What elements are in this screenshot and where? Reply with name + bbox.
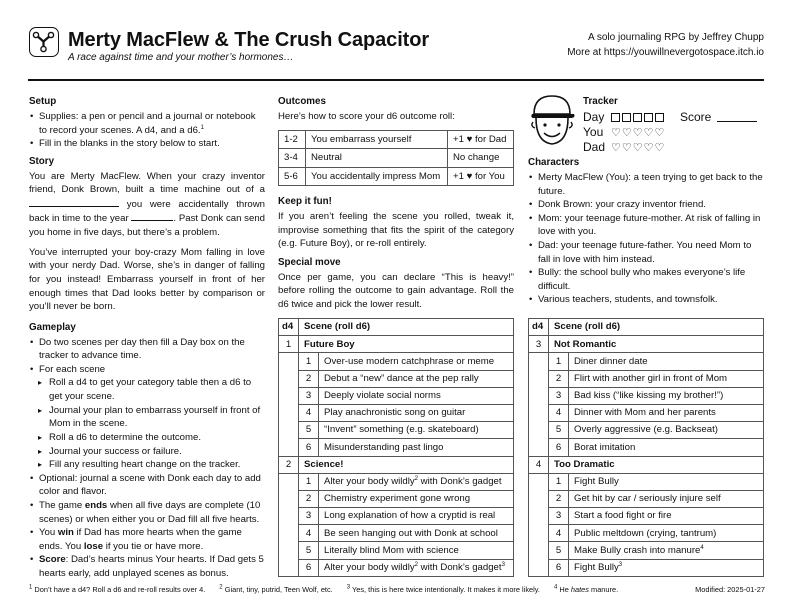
gameplay-subitem: ▸ Fill any resulting heart change on the tracker.: [29, 458, 265, 472]
scene-number: 2: [549, 490, 569, 507]
scene-desc: Public meltdown (crying, tantrum): [569, 525, 764, 542]
category-number: 2: [279, 456, 299, 473]
character-item: • Mom: your teenage future-mother. At risk of falling in love with you.: [528, 212, 764, 239]
outcomes-table: [278, 130, 514, 187]
heart-icon[interactable]: ♡: [611, 126, 621, 139]
heart-icon[interactable]: ♡: [643, 126, 654, 139]
scene-number: 5: [299, 422, 319, 439]
outcome-effect: +1 ♥ for Dad: [448, 130, 514, 149]
heart-icon[interactable]: ♡: [643, 141, 654, 154]
page-title: Merty MacFlew & The Crush Capacitor: [68, 29, 430, 51]
category-row: [529, 456, 764, 473]
dad-hearts: [611, 139, 665, 157]
d4-header: d4: [279, 319, 299, 336]
character-item: • Merty MacFlew (You): a teen trying to get back to the future.: [528, 171, 764, 198]
table-row: [279, 130, 514, 149]
outcome-roll: 5-6: [279, 167, 306, 186]
story-blank-object[interactable]: [29, 197, 119, 207]
table-row: [529, 473, 764, 490]
table-row: [279, 473, 514, 490]
gameplay-heading: Gameplay: [29, 321, 76, 333]
header-credits: [567, 30, 764, 60]
d4-header: d4: [529, 319, 549, 336]
heart-icon[interactable]: ♡: [611, 141, 621, 154]
table-row: [279, 559, 514, 576]
character-item: • Various teachers, students, and townsfolk.: [528, 293, 764, 307]
table-row: [279, 490, 514, 507]
scene-desc: Get hit by car / seriously injure self: [569, 490, 764, 507]
story-blank-year[interactable]: [131, 211, 173, 221]
scene-number: 6: [549, 559, 569, 576]
scene-desc: Diner dinner date: [569, 353, 764, 370]
scene-number: 3: [549, 508, 569, 525]
table-row: [279, 370, 514, 387]
table-row: [529, 490, 764, 507]
day-boxes: [611, 113, 666, 122]
setup-item: • Fill in the blanks in the story below to start.: [29, 137, 265, 151]
table-row: [529, 422, 764, 439]
outcome-effect: +1 ♥ for You: [448, 167, 514, 186]
special-text: Once per game, you can declare “This is heavy!” before rolling the outcome to gain advantage. Roll the d6 twice and pick the lower result.: [278, 271, 514, 310]
outcome-roll: 1-2: [279, 130, 306, 149]
day-box[interactable]: [655, 113, 664, 122]
table-row: [529, 370, 764, 387]
character-item: • Bully: the school bully who makes everyone’s life difficult.: [528, 266, 764, 293]
scene-desc: Overly aggressive (e.g. Backseat): [569, 422, 764, 439]
category-number: 4: [529, 456, 549, 473]
scene-number: 5: [549, 542, 569, 559]
scene-desc: Make Bully crash into manure$^4$: [569, 542, 764, 559]
header-divider: [28, 79, 764, 81]
scene-desc: Fight Bully$^3$: [569, 559, 764, 576]
gameplay-subitem: ▸ Roll a d4 to get your category table then a d6 to get your scene.: [29, 376, 265, 403]
scene-table: [278, 318, 514, 577]
scene-number: 3: [549, 387, 569, 404]
table-row: [529, 508, 764, 525]
gameplay-item: • Optional: journal a scene with Donk each day to add color and flavor.: [29, 472, 265, 499]
table-row: [529, 439, 764, 456]
scene-number: 4: [549, 404, 569, 421]
scene-number: 3: [299, 508, 319, 525]
heart-icon[interactable]: ♡: [654, 126, 665, 139]
heart-icon[interactable]: ♡: [654, 141, 665, 154]
scene-desc: Bad kiss (“like kissing my brother!”): [569, 387, 764, 404]
scene-table: [528, 318, 764, 577]
scene-number: 1: [299, 353, 319, 370]
gameplay-item: • Do two scenes per day then fill a Day box on the tracker to advance time.: [29, 336, 265, 363]
category-number: 3: [529, 336, 549, 353]
gameplay-item: • For each scene: [29, 363, 265, 377]
outcome-effect: No change: [448, 149, 514, 168]
outcomes-heading: Outcomes: [278, 96, 326, 107]
day-box[interactable]: [633, 113, 642, 122]
table-row: [529, 542, 764, 559]
footnote: $^2$ Giant, tiny, putrid, Teen Wolf, etc.: [219, 584, 333, 594]
category-row: [279, 456, 514, 473]
scene-desc: “Invent” something (e.g. skateboard): [319, 422, 514, 439]
gameplay-item: • You win if Dad has more hearts when the game ends. You lose if you tie or have more.: [29, 526, 265, 553]
keepfun-heading: Keep it fun!: [278, 196, 332, 208]
scene-desc: Misunderstanding past lingo: [319, 439, 514, 456]
scene-header: Scene (roll d6): [299, 319, 514, 336]
scene-header: Scene (roll d6): [549, 319, 764, 336]
category-name: Science!: [299, 456, 514, 473]
footnote: $^3$ Yes, this is here twice intentionally. It makes it more likely.: [346, 584, 540, 594]
website-line: More at https://youwillnevergotospace.itch.io: [567, 47, 764, 58]
scene-number: 2: [549, 370, 569, 387]
scene-table-right: [528, 318, 764, 577]
heart-icon[interactable]: ♡: [632, 126, 643, 139]
table-row: [279, 149, 514, 168]
table-row: [279, 387, 514, 404]
scene-number: 4: [299, 525, 319, 542]
table-row: [529, 559, 764, 576]
character-portrait-icon: [528, 92, 576, 150]
scene-desc: Alter your body wildly$^2$ with Donk’s gadget$^3$: [319, 559, 514, 576]
table-row: [279, 525, 514, 542]
outcome-roll: 3-4: [279, 149, 306, 168]
scene-number: 4: [299, 404, 319, 421]
gameplay-item: • The game ends when all five days are complete (10 scenes) or when either you or Dad fill all five hearts.: [29, 499, 265, 526]
tracker-dad-label: Dad: [583, 139, 606, 154]
gameplay-subitem: ▸ Journal your plan to embarrass yourself in front of Mom in the scene.: [29, 404, 265, 431]
characters: [528, 156, 764, 307]
tracker: [583, 95, 765, 155]
scene-desc: Debut a “new” dance at the pep rally: [319, 370, 514, 387]
scene-desc: Dinner with Mom and her parents: [569, 404, 764, 421]
outcome-desc: Neutral: [306, 149, 448, 168]
scene-number: 2: [299, 490, 319, 507]
tracker-day-label: Day: [583, 109, 605, 124]
scene-number: 6: [299, 439, 319, 456]
day-box[interactable]: [644, 113, 653, 122]
scene-table-left: [278, 318, 514, 577]
scene-desc: Deeply violate social norms: [319, 387, 514, 404]
category-row: [279, 336, 514, 353]
scene-desc: Borat imitation: [569, 439, 764, 456]
gameplay-subitem: ▸ Journal your success or failure.: [29, 445, 265, 459]
table-row: [279, 439, 514, 456]
footnote: $^4$ He hates manure.: [553, 584, 619, 594]
heart-icon[interactable]: ♡: [621, 141, 632, 154]
scene-number: 6: [549, 439, 569, 456]
setup-item: • Supplies: a pen or pencil and a journal or notebook to record your scenes. A d4, and a d6.$^1$: [29, 110, 265, 137]
scene-desc: Long explanation of how a cryptid is real: [319, 508, 514, 525]
scene-desc: Play anachronistic song on guitar: [319, 404, 514, 421]
table-row: [529, 387, 764, 404]
outcome-desc: You accidentally impress Mom: [306, 167, 448, 186]
footnotes: [29, 585, 765, 596]
logo-icon: [29, 27, 59, 57]
category-name: Too Dramatic: [549, 456, 764, 473]
footnote: $^1$ Don’t have a d4? Roll a d6 and re-roll results over 4.: [29, 584, 206, 594]
score-blank[interactable]: [717, 112, 757, 122]
keepfun-text: If you aren’t feeling the scene you rolled, tweak it, improvise something that fits the spirit of the category (e.g. Future Boy), or re-roll entirely.: [278, 210, 514, 250]
category-row: [529, 336, 764, 353]
outcomes-intro: Here’s how to score your d6 outcome roll:: [278, 110, 455, 122]
scene-number: 2: [299, 370, 319, 387]
character-item: • Dad: your teenage future-father. You need Mom to fall in love with him instead.: [528, 239, 764, 266]
tracker-score-label: Score: [680, 109, 712, 124]
scene-desc: Literally blind Mom with science: [319, 542, 514, 559]
page-subtitle: A race against time and your mother’s hormones…: [68, 52, 294, 63]
category-name: Not Romantic: [549, 336, 764, 353]
heart-icon[interactable]: ♡: [621, 126, 632, 139]
scene-desc: Chemistry experiment gone wrong: [319, 490, 514, 507]
scene-number: 1: [299, 473, 319, 490]
middle-column: [278, 95, 514, 311]
table-row: [529, 404, 764, 421]
author-line: A solo journaling RPG by Jeffrey Chupp: [587, 32, 764, 43]
characters-heading: Characters: [528, 157, 580, 168]
day-box[interactable]: [611, 113, 620, 122]
gameplay-item: • Score: Dad’s hearts minus Your hearts. If Dad gets 5 hearts early, add unplayed scenes as bonus.: [29, 553, 265, 580]
scene-desc: Flirt with another girl in front of Mom: [569, 370, 764, 387]
table-row: [279, 542, 514, 559]
scene-number: 5: [299, 542, 319, 559]
table-header: [279, 319, 514, 336]
table-row: [279, 353, 514, 370]
character-item: • Donk Brown: your crazy inventor friend.: [528, 198, 764, 212]
tracker-you-label: You: [583, 124, 604, 139]
day-box[interactable]: [622, 113, 631, 122]
gameplay-subitem: ▸ Roll a d6 to determine the outcome.: [29, 431, 265, 445]
scene-number: 4: [549, 525, 569, 542]
table-row: [279, 422, 514, 439]
table-row: [279, 167, 514, 186]
scene-number: 3: [299, 387, 319, 404]
category-name: Future Boy: [299, 336, 514, 353]
category-number: 1: [279, 336, 299, 353]
table-row: [279, 508, 514, 525]
table-row: [529, 525, 764, 542]
scene-number: 6: [299, 559, 319, 576]
story-paragraph: You’ve interrupted your boy-crazy Mom falling in love with your nerdy Dad. Worse, she’s in danger of falling for you instead! Embarrass yourself in front of her enough times that Dad looks better by comparison or you’ll never be born.: [29, 246, 265, 313]
tracker-dad-row: [583, 140, 765, 155]
heart-icon[interactable]: ♡: [632, 141, 643, 154]
table-row: [279, 404, 514, 421]
scene-number: 1: [549, 353, 569, 370]
story-paragraph: You are Merty MacFlew. When your crazy inventor friend, Donk Brown, built a time machine out of a you were accidentally thrown back in time to the year . Past Donk can send you home in five days, but there’s a problem.: [29, 170, 265, 239]
tracker-heading: Tracker: [583, 96, 618, 107]
scene-desc: Fight Bully: [569, 473, 764, 490]
table-row: [529, 353, 764, 370]
scene-desc: Alter your body wildly$^2$ with Donk’s gadget: [319, 473, 514, 490]
modified-date: Modified: 2025-01-27: [695, 585, 765, 594]
scene-number: 5: [549, 422, 569, 439]
setup-heading: Setup: [29, 96, 57, 107]
story-heading: Story: [29, 155, 55, 167]
scene-number: 1: [549, 473, 569, 490]
outcome-desc: You embarrass yourself: [306, 130, 448, 149]
left-column: [29, 95, 265, 581]
special-heading: Special move: [278, 256, 341, 268]
scene-desc: Start a food fight or fire: [569, 508, 764, 525]
table-header: [529, 319, 764, 336]
scene-desc: Over-use modern catchphrase or meme: [319, 353, 514, 370]
scene-desc: Be seen hanging out with Donk at school: [319, 525, 514, 542]
